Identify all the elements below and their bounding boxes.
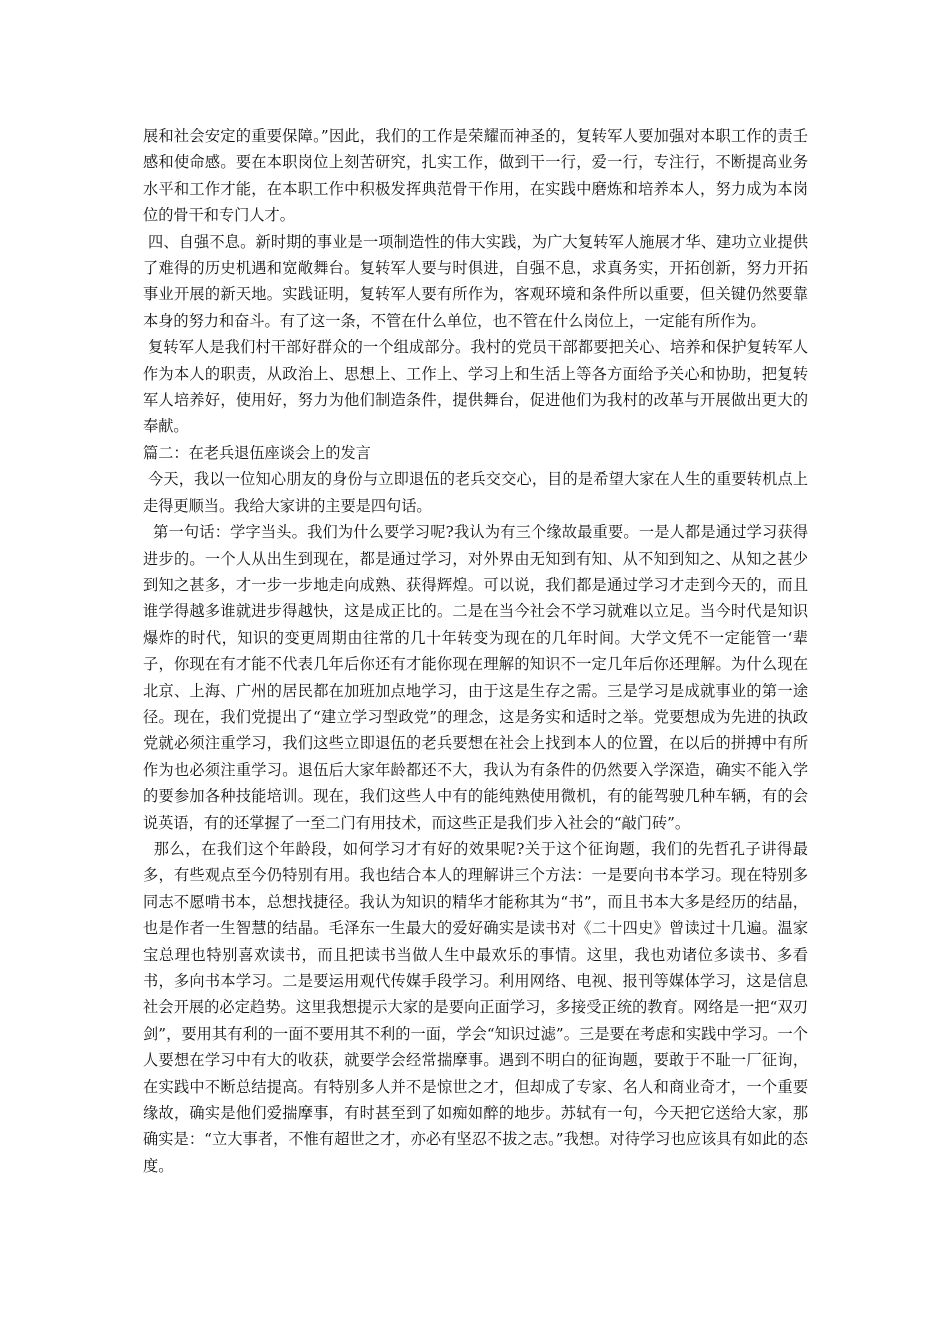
paragraph-5-intro: 今天，我以一位知心朋友的身份与立即退伍的老兵交交心，目的是希望大家在人生的重要转机点上走得更顺当。我给大家讲的主要是四句话。 bbox=[143, 470, 809, 515]
paragraph-7-study-methods: 那么，在我们这个年龄段，如何学习才有好的效果呢?关于这个征询题，我们的先哲孔子讲得最多，有些观点至今仍特别有用。我也结合本人的理解讲三个方法：一是要向书本学习。现在特别多同志不愿啃书本，总想找捷径。我认为知识的精华才能称其为“书”，而且书本大多是经历的结晶，也是作者一生智慧的结晶。毛泽东一生最大的爱好确实是读书对《二十四史》曾读过十几遍。温家宝总理也特别喜欢读书，而且把读书当做人生中最欢乐的事情。这里，我也劝诸位多读书、多看书，多向书本学习。二是要运用观代传媒手段学习。利用网络、电视、报刊等媒体学习，这是信息社会开展的必定趋势。这里我想提示大家的是要向正面学习，多接受正统的教育。网络是一把“双刃剑”，要用其有利的一面不要用其不利的一面，学会“知识过滤”。三是要在考虑和实践中学习。一个人要想在学习中有大的收获，就要学会经常揣摩事。遇到不明白的征询题，要敢于不耻一厂征询，在实践中不断总结提高。有特别多人并不是惊世之才，但却成了专家、名人和商业奇才，一个重要缘故，确实是他们爱揣摩事，有时甚至到了如痴如醉的地步。苏轼有一句，今天把它送给大家，那确实是：“立大事者，不惟有超世之才，亦必有坚忍不拔之志。”我想。对待学习也应该具有如此的态度。 bbox=[143, 839, 808, 1175]
paragraph-3-village-cadres: 复转军人是我们村干部好群众的一个组成部分。我村的党员干部都要把关心、培养和保护复转军人作为本人的职责，从政治上、思想上、工作上、学习上和生活上等各方面给予关心和协助，把复转军人培养好，使用好，努力为他们制造条件，提供舞台，促进他们为我村的改革与开展做出更大的奉献。 bbox=[143, 338, 809, 436]
document-body bbox=[143, 123, 808, 1179]
paragraph-2-self-improvement: 四、自强不息。新时期的事业是一项制造性的伟大实践，为广大复转军人施展才华、建功立业提供了难得的历史机遇和宽敞舞台。复转军人要与时俱进，自强不息，求真务实，开拓创新，努力开拓事业开展的新天地。实践证明，复转军人要有所作为，客观环境和条件所以重要，但关键仍然要靠本身的努力和奋斗。有了这一条，不管在什么单位，也不管在什么岗位上，一定能有所作为。 bbox=[143, 232, 809, 330]
section-heading: 篇二：在老兵退伍座谈会上的发言 bbox=[143, 443, 371, 462]
paragraph-6-study-first: 第一句话：学字当头。我们为什么要学习呢?我认为有三个缘故最重要。一是人都是通过学习获得进步的。一个人从出生到现在，都是通过学习，对外界由无知到有知、从不知到知之、从知之甚少到知之甚多，才一步一步地走向成熟、获得辉煌。可以说，我们都是通过学习才走到今天的，而且谁学得越多谁就进步得越快，这是成正比的。二是在当今社会不学习就难以立足。当今时代是知识爆炸的时代，知识的变更周期由往常的几十年转变为现在的几年时间。大学文凭不一定能管一‘辈子，你现在有才能不代表几年后你还有才能你现在理解的知识不一定几年后你还理解。为什么现在北京、上海、广州的居民都在加班加点地学习，由于这是生存之需。三是学习是成就事业的第一途径。现在，我们党提出了“建立学习型政党”的理念，这是务实和适时之举。党要想成为先进的执政党就必须注重学习，我们这些立即退伍的老兵要想在社会上找到本人的位置，在以后的拼搏中有所作为也必须注重学习。退伍后大家年龄都还不大，我认为有条件的仍然要入学深造，确实不能入学的要参加各种技能培训。现在，我们这些人中有的能纯熟使用微机，有的能驾驶几种车辆，有的会说英语，有的还掌握了一至二门有用技术，而这些正是我们步入社会的“敲门砖”。 bbox=[143, 523, 809, 832]
paragraph-1: 展和社会安定的重要保障。”因此，我们的工作是荣耀而神圣的，复转军人要加强对本职工作的责壬感和使命感。要在本职岗位上刻苦研究，扎实工作，做到干一行，爱一行，专注行，不断提高业务水平和工作才能，在本职工作中积极发挥典范骨干作用，在实践中磨炼和培养本人，努力成为本岗位的骨干和专门人才。 bbox=[143, 127, 808, 225]
